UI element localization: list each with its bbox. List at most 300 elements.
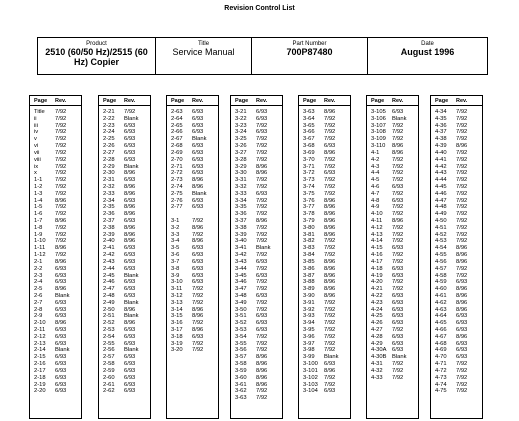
table-row: [30, 177, 81, 184]
page-number: 3-12: [171, 292, 183, 299]
product-label: Product: [86, 41, 107, 47]
page-number: 3-2: [171, 224, 180, 231]
revision-date: 7/92: [324, 245, 336, 252]
revision-date: 6/93: [392, 245, 404, 252]
table-row: [367, 123, 418, 130]
table-row: [30, 184, 81, 191]
revision-date: 6/93: [392, 333, 404, 340]
page-header: Page: [103, 97, 117, 104]
page-number: 3-5: [171, 245, 180, 252]
revision-date: 6/93: [55, 354, 67, 361]
revision-date: 8/96: [256, 367, 268, 374]
page-number: 3-63: [235, 395, 247, 402]
revision-date: 7/92: [192, 340, 204, 347]
table-row: [431, 334, 482, 341]
page-number: 1-4: [34, 197, 43, 204]
table-row: [367, 116, 418, 123]
revision-date: 6/93: [256, 313, 268, 320]
revision-date: 7/92: [324, 115, 336, 122]
revision-date: 8/96: [324, 367, 336, 374]
revision-date: 8/96: [392, 218, 404, 224]
table-row: [231, 327, 282, 334]
table-row: [231, 259, 282, 266]
table-row: [299, 232, 350, 239]
page-number: 4-43: [435, 170, 447, 177]
page-number: Title: [34, 109, 45, 115]
revision-date: 7/92: [392, 136, 404, 143]
revision-date: 7/92: [256, 340, 268, 347]
page-number: 3-28: [235, 156, 247, 163]
table-row: [99, 354, 150, 361]
table-row: [367, 211, 418, 218]
table-row: [299, 198, 350, 205]
page-number: 4-52: [435, 231, 447, 238]
page-number: 4-13: [371, 231, 383, 238]
table-row: [99, 388, 150, 395]
table-row: [299, 286, 350, 293]
page-number: 4-31: [371, 361, 383, 368]
table-row: [299, 225, 350, 232]
revision-date: 6/93: [124, 245, 136, 252]
revision-column: [230, 95, 283, 419]
table-row: [367, 191, 418, 198]
page-number: 2-18: [34, 374, 46, 381]
table-row: [299, 347, 350, 354]
table-row: [30, 279, 81, 286]
table-row: [99, 157, 150, 164]
revision-date: 6/93: [392, 299, 404, 306]
revision-date: 6/93: [124, 327, 136, 333]
revision-date: 6/93: [256, 292, 268, 299]
page-number: 4-6: [371, 183, 380, 190]
revision-date: 7/92: [392, 156, 404, 163]
table-row: [167, 300, 218, 307]
page-number: 2-55: [103, 340, 115, 347]
table-row: [299, 388, 350, 395]
table-row: [367, 266, 418, 273]
revision-date: 8/96: [55, 258, 67, 265]
revision-date: 7/92: [456, 177, 468, 184]
revision-date: Blank: [55, 292, 70, 299]
revision-date: 8/96: [456, 306, 468, 313]
page-number: 2-8: [34, 306, 43, 313]
page-number: 2-4: [34, 279, 43, 286]
table-row: [167, 313, 218, 320]
page-number: 3-53: [235, 327, 247, 333]
page-number: 3-9: [171, 272, 180, 279]
page-number: 3-43: [235, 258, 247, 265]
table-row: [431, 143, 482, 150]
page-number: 3-103: [303, 381, 318, 388]
revision-date: 7/92: [192, 231, 204, 238]
revision-date: 7/92: [256, 156, 268, 163]
table-row: [167, 279, 218, 286]
rev-header: Rev.: [456, 97, 468, 104]
revision-date: 6/93: [55, 299, 67, 306]
page-number: 2-59: [103, 367, 115, 374]
table-row: [431, 266, 482, 273]
table-row: [231, 293, 282, 300]
revision-date: 8/96: [392, 149, 404, 156]
revision-date: 6/93: [324, 143, 336, 150]
table-row: [231, 368, 282, 375]
page-number: 3-96: [303, 333, 315, 340]
page-number: 4-12: [371, 224, 383, 231]
table-row: [367, 198, 418, 205]
page-number: 2-50: [103, 306, 115, 313]
page-number: v: [34, 136, 37, 143]
revision-date: 7/92: [456, 136, 468, 143]
revision-date: 7/92: [392, 367, 404, 374]
revision-date: 6/93: [392, 272, 404, 279]
table-row: [367, 375, 418, 382]
page-number: 1-6: [34, 211, 43, 218]
page-number: 3-61: [235, 381, 247, 388]
table-row: [30, 116, 81, 123]
revision-date: 7/92: [124, 109, 136, 115]
revision-date: 7/92: [55, 177, 67, 184]
table-row: [431, 225, 482, 232]
page-number: 3-57: [235, 354, 247, 361]
table-row: [231, 279, 282, 286]
revision-date: 8/96: [124, 224, 136, 231]
page-number: 2-60: [103, 374, 115, 381]
revision-date: 6/93: [124, 258, 136, 265]
table-row: [431, 204, 482, 211]
table-row: [30, 143, 81, 150]
revision-date: 6/93: [124, 286, 136, 293]
revision-date: 7/92: [192, 292, 204, 299]
revision-date: 8/96: [324, 211, 336, 218]
page-number: 4-68: [435, 340, 447, 347]
revision-date: 7/92: [456, 183, 468, 190]
revision-date: 8/96: [324, 286, 336, 293]
revision-date: 6/93: [256, 258, 268, 265]
page-number: 2-15: [34, 354, 46, 361]
revision-date: 6/93: [392, 197, 404, 204]
table-row: [231, 245, 282, 252]
table-row: [367, 164, 418, 171]
revision-date: 7/92: [324, 163, 336, 170]
row-list: [99, 109, 150, 395]
table-row: [231, 307, 282, 314]
table-row: [299, 300, 350, 307]
part-number-cell: [252, 38, 368, 74]
revision-date: 6/93: [124, 279, 136, 286]
table-row: [30, 198, 81, 205]
page-number: 3-97: [303, 340, 315, 347]
page-number: 4-7: [371, 190, 380, 197]
page-number: 4-71: [435, 361, 447, 368]
table-row: [299, 191, 350, 198]
row-list: [167, 109, 218, 354]
revision-date: 6/93: [124, 292, 136, 299]
revision-date: 8/96: [124, 211, 136, 218]
table-row: [431, 150, 482, 157]
revision-date: 7/92: [456, 381, 468, 388]
revision-date: 6/93: [392, 265, 404, 272]
page-number: 4-11: [371, 218, 383, 224]
revision-date: 8/96: [392, 143, 404, 150]
page-number: 3-58: [235, 361, 247, 368]
table-row: [99, 266, 150, 273]
revision-date: 7/92: [324, 299, 336, 306]
table-row: [431, 116, 482, 123]
page-number: 2-10: [34, 320, 46, 327]
table-row: [367, 341, 418, 348]
table-row: [367, 225, 418, 232]
revision-date: 7/92: [256, 306, 268, 313]
table-row: [367, 177, 418, 184]
page-number: 2-42: [103, 252, 115, 259]
table-row: [431, 368, 482, 375]
table-row: [99, 164, 150, 171]
column-header: [231, 96, 282, 106]
page-number: 3-25: [235, 136, 247, 143]
table-row: [431, 361, 482, 368]
table-row: [30, 273, 81, 280]
page-number: 3-102: [303, 374, 318, 381]
revision-date: 6/93: [256, 109, 268, 115]
table-row: [30, 375, 81, 382]
revision-date: 8/96: [256, 374, 268, 381]
page-number: 3-8: [171, 265, 180, 272]
revision-date: 7/92: [55, 183, 67, 190]
revision-date: Blank: [124, 313, 139, 320]
table-row: [231, 177, 282, 184]
revision-date: 6/93: [256, 320, 268, 327]
table-row: [30, 266, 81, 273]
page-number: 3-92: [303, 306, 315, 313]
revision-date: 7/92: [55, 211, 67, 218]
page-number: 2-77: [171, 204, 183, 211]
revision-date: 7/92: [392, 252, 404, 259]
table-row: [431, 245, 482, 252]
table-row: [99, 368, 150, 375]
row-list: [431, 109, 482, 395]
page-number: 3-41: [235, 245, 247, 252]
page-number: 3-68: [303, 143, 315, 150]
revision-date: 7/92: [55, 190, 67, 197]
revision-date: 6/93: [192, 197, 204, 204]
table-row: [231, 334, 282, 341]
page-number: 2-31: [103, 177, 115, 184]
page-number: 4-26: [371, 320, 383, 327]
page-number: 3-44: [235, 265, 247, 272]
page-number: 2-66: [171, 129, 183, 136]
page-number: 3-36: [235, 211, 247, 218]
revision-column: [29, 95, 82, 419]
revision-date: 6/93: [55, 333, 67, 340]
page-number: 3-108: [371, 129, 386, 136]
revision-date: 7/92: [55, 143, 67, 150]
table-row: [231, 123, 282, 130]
page-number: 2-53: [103, 327, 115, 333]
page-number: 4-8: [371, 197, 380, 204]
table-row: [99, 143, 150, 150]
table-row: [167, 204, 218, 211]
page-number: 3-21: [235, 109, 247, 115]
table-row: [367, 279, 418, 286]
date-value: August 1996: [400, 47, 455, 57]
revision-date: 7/92: [456, 361, 468, 368]
page-number: 3-39: [235, 231, 247, 238]
revision-date: 8/96: [256, 354, 268, 361]
revision-date: 7/92: [55, 109, 67, 115]
page-header: Page: [435, 97, 449, 104]
table-row: [431, 170, 482, 177]
table-row: [30, 334, 81, 341]
table-row: [167, 157, 218, 164]
page-number: 4-14: [371, 238, 383, 245]
page-number: 4-22: [371, 292, 383, 299]
page-number: iv: [34, 129, 39, 136]
revision-date: 6/93: [124, 374, 136, 381]
page-number: 2-23: [103, 122, 115, 129]
revision-date: 7/92: [324, 177, 336, 184]
table-row: [367, 273, 418, 280]
revision-date: 6/93: [392, 183, 404, 190]
page-number: 3-19: [171, 340, 183, 347]
table-row: [299, 341, 350, 348]
revision-date: 8/96: [456, 143, 468, 150]
column-header: [30, 96, 81, 106]
table-row: [99, 347, 150, 354]
page-number: 4-67: [435, 333, 447, 340]
revision-date: 7/92: [456, 156, 468, 163]
revision-date: 6/93: [55, 388, 67, 395]
table-row: [299, 170, 350, 177]
row-list: [231, 109, 282, 402]
table-row: [367, 218, 418, 225]
table-row: [299, 375, 350, 382]
table-row: [167, 347, 218, 354]
table-row: [30, 320, 81, 327]
revision-date: 6/93: [124, 122, 136, 129]
page-number: 4-10: [371, 211, 383, 218]
revision-date: 6/93: [55, 279, 67, 286]
revision-date: 6/93: [392, 292, 404, 299]
table-row: [30, 109, 81, 116]
page-header: Page: [171, 97, 185, 104]
revision-date: Blank: [124, 299, 139, 306]
page-number: 3-94: [303, 320, 315, 327]
table-row: [99, 150, 150, 157]
revision-date: 6/93: [456, 320, 468, 327]
revision-date: 7/92: [192, 286, 204, 293]
table-row: [431, 320, 482, 327]
table-row: [431, 238, 482, 245]
page-number: 1-12: [34, 252, 46, 259]
page-number: 3-87: [303, 272, 315, 279]
table-row: [431, 184, 482, 191]
table-row: [167, 191, 218, 198]
page-number: 3-34: [235, 197, 247, 204]
revision-date: 8/96: [256, 381, 268, 388]
revision-date: 8/96: [324, 272, 336, 279]
page-number: 4-5: [371, 177, 380, 184]
page-number: 4-25: [371, 313, 383, 320]
table-row: [167, 252, 218, 259]
table-row: [431, 218, 482, 225]
page-number: 3-48: [235, 292, 247, 299]
table-row: [99, 177, 150, 184]
page-number: 2-30: [103, 170, 115, 177]
revision-date: 7/92: [456, 265, 468, 272]
page-number: 3-51: [235, 313, 247, 320]
table-row: [431, 388, 482, 395]
table-row: [99, 293, 150, 300]
page-number: 3-13: [171, 299, 183, 306]
page-number: 4-51: [435, 224, 447, 231]
table-row: [367, 143, 418, 150]
part-number-value: 700P87480: [286, 47, 333, 57]
page-number: 3-85: [303, 258, 315, 265]
table-row: [231, 157, 282, 164]
table-row: [431, 198, 482, 205]
revision-date: 6/93: [55, 265, 67, 272]
page-number: 3-76: [303, 197, 315, 204]
revision-date: 6/93: [55, 381, 67, 388]
table-row: [367, 184, 418, 191]
table-row: [167, 150, 218, 157]
table-row: [299, 259, 350, 266]
revision-date: 7/92: [324, 374, 336, 381]
revision-date: 6/93: [192, 122, 204, 129]
revision-date: 7/92: [392, 163, 404, 170]
revision-date: 8/96: [456, 245, 468, 252]
revision-date: 7/92: [456, 374, 468, 381]
page-header: Page: [371, 97, 385, 104]
table-row: [99, 273, 150, 280]
page-number: 4-42: [435, 163, 447, 170]
revision-date: 7/92: [324, 381, 336, 388]
page-number: 2-64: [171, 115, 183, 122]
revision-date: 7/92: [324, 238, 336, 245]
revision-date: 6/93: [124, 333, 136, 340]
page-number: 4-20: [371, 279, 383, 286]
table-row: [30, 136, 81, 143]
revision-date: Blank: [324, 354, 339, 361]
page-number: 4-1: [371, 149, 380, 156]
table-row: [431, 177, 482, 184]
page-number: vi: [34, 143, 39, 150]
table-row: [299, 157, 350, 164]
revision-date: 7/92: [256, 177, 268, 184]
page-number: 3-104: [303, 388, 318, 395]
table-row: [99, 286, 150, 293]
page-number: 3-98: [303, 347, 315, 354]
revision-date: 6/93: [124, 354, 136, 361]
page-number: 3-95: [303, 327, 315, 333]
page-number: 3-89: [303, 286, 315, 293]
page-number: 4-34: [435, 109, 447, 115]
page-number: 3-22: [235, 115, 247, 122]
revision-date: 7/92: [55, 129, 67, 136]
revision-date: 8/96: [124, 170, 136, 177]
page-number: 3-100: [303, 361, 318, 368]
revision-date: 6/93: [456, 347, 468, 354]
revision-date: 7/92: [392, 286, 404, 293]
page-number: 3-18: [171, 333, 183, 340]
page-number: 4-4: [371, 170, 380, 177]
column-header: [367, 96, 418, 106]
table-row: [299, 109, 350, 116]
table-row: [30, 307, 81, 314]
table-row: [231, 143, 282, 150]
page-number: 3-50: [235, 306, 247, 313]
revision-date: 7/92: [456, 204, 468, 211]
